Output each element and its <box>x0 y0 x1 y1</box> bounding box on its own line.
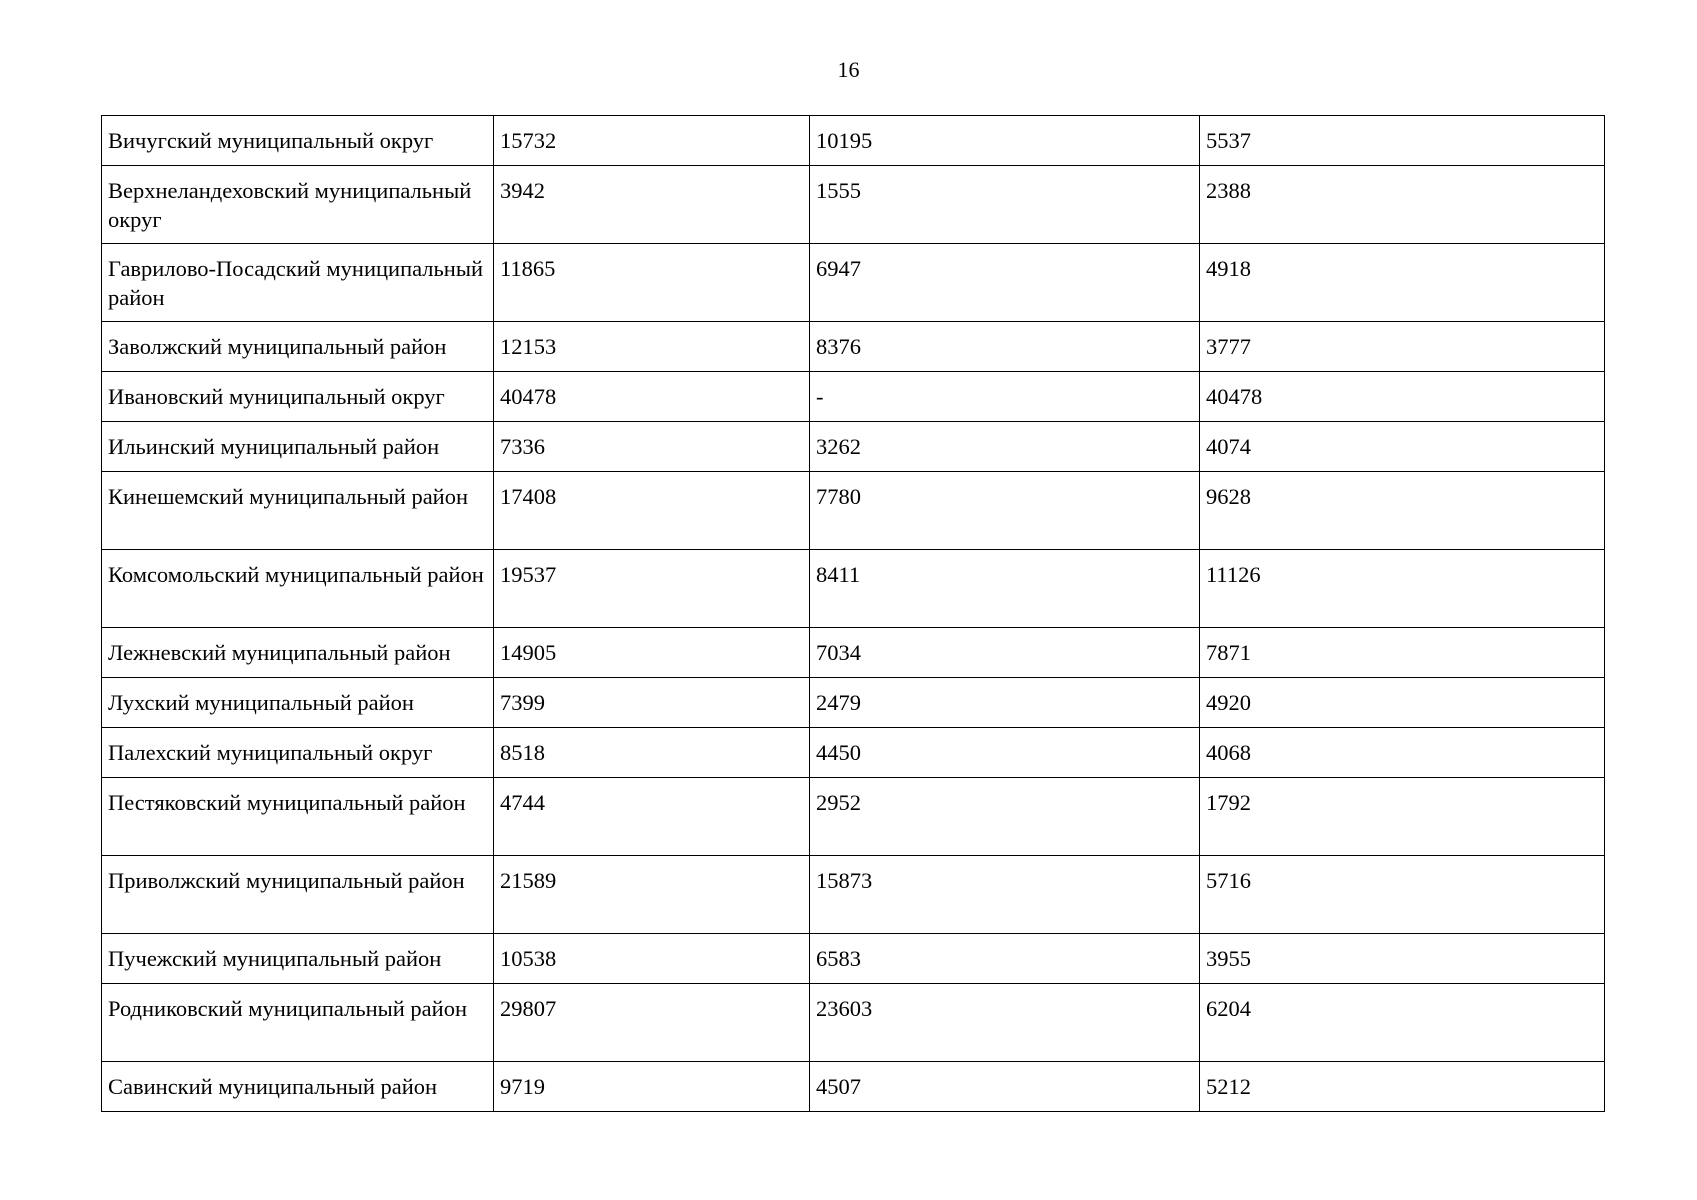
value-cell-1: 15732 <box>494 116 810 166</box>
value-cell-1: 29807 <box>494 984 810 1062</box>
district-name-cell: Родниковский муниципальный район <box>102 984 494 1062</box>
value-cell-2: 7780 <box>810 472 1200 550</box>
value-cell-3: 5212 <box>1200 1062 1605 1112</box>
value-cell-3: 9628 <box>1200 472 1605 550</box>
table-row <box>102 244 1605 322</box>
value-cell-3: 1792 <box>1200 778 1605 856</box>
value-cell-2: 1555 <box>810 166 1200 244</box>
value-cell-2: 6947 <box>810 244 1200 322</box>
value-cell-2: 4507 <box>810 1062 1200 1112</box>
district-name-cell: Кинешемский муниципальный район <box>102 472 494 550</box>
district-name-cell: Вичугский муниципальный округ <box>102 116 494 166</box>
district-name-cell: Лежневский муниципальный район <box>102 628 494 678</box>
table-row <box>102 550 1605 628</box>
table-row <box>102 778 1605 856</box>
district-name-cell: Пестяковский муниципальный район <box>102 778 494 856</box>
table-row <box>102 628 1605 678</box>
district-name-cell: Лухский муниципальный район <box>102 678 494 728</box>
value-cell-2: 8411 <box>810 550 1200 628</box>
value-cell-2: 6583 <box>810 934 1200 984</box>
value-cell-1: 8518 <box>494 728 810 778</box>
value-cell-1: 19537 <box>494 550 810 628</box>
value-cell-2: - <box>810 372 1200 422</box>
value-cell-3: 4074 <box>1200 422 1605 472</box>
value-cell-3: 2388 <box>1200 166 1605 244</box>
table-row <box>102 472 1605 550</box>
district-name-cell: Палехский муниципальный округ <box>102 728 494 778</box>
district-name-cell: Ивановский муниципальный округ <box>102 372 494 422</box>
value-cell-2: 23603 <box>810 984 1200 1062</box>
table-row <box>102 678 1605 728</box>
value-cell-2: 2479 <box>810 678 1200 728</box>
district-name-cell: Комсомольский муниципальный район <box>102 550 494 628</box>
table-row <box>102 934 1605 984</box>
value-cell-3: 4068 <box>1200 728 1605 778</box>
value-cell-3: 4920 <box>1200 678 1605 728</box>
district-name-cell: Приволжский муниципальный район <box>102 856 494 934</box>
value-cell-2: 10195 <box>810 116 1200 166</box>
value-cell-3: 5537 <box>1200 116 1605 166</box>
table-row <box>102 166 1605 244</box>
value-cell-1: 40478 <box>494 372 810 422</box>
value-cell-3: 7871 <box>1200 628 1605 678</box>
value-cell-1: 11865 <box>494 244 810 322</box>
table-row <box>102 422 1605 472</box>
value-cell-1: 7336 <box>494 422 810 472</box>
value-cell-2: 8376 <box>810 322 1200 372</box>
table-row <box>102 322 1605 372</box>
value-cell-3: 3777 <box>1200 322 1605 372</box>
value-cell-2: 15873 <box>810 856 1200 934</box>
value-cell-3: 4918 <box>1200 244 1605 322</box>
value-cell-1: 3942 <box>494 166 810 244</box>
value-cell-3: 3955 <box>1200 934 1605 984</box>
value-cell-2: 3262 <box>810 422 1200 472</box>
district-name-cell: Пучежский муниципальный район <box>102 934 494 984</box>
district-name-cell: Гаврилово-Посадский муниципальный район <box>102 244 494 322</box>
table-row <box>102 1062 1605 1112</box>
value-cell-1: 21589 <box>494 856 810 934</box>
district-name-cell: Заволжский муниципальный район <box>102 322 494 372</box>
table-row <box>102 372 1605 422</box>
table-row <box>102 116 1605 166</box>
value-cell-1: 12153 <box>494 322 810 372</box>
district-name-cell: Савинский муниципальный район <box>102 1062 494 1112</box>
district-name-cell: Верхнеландеховский муниципальный округ <box>102 166 494 244</box>
value-cell-1: 7399 <box>494 678 810 728</box>
value-cell-3: 5716 <box>1200 856 1605 934</box>
district-name-cell: Ильинский муниципальный район <box>102 422 494 472</box>
table-row <box>102 856 1605 934</box>
value-cell-2: 7034 <box>810 628 1200 678</box>
value-cell-1: 14905 <box>494 628 810 678</box>
value-cell-2: 2952 <box>810 778 1200 856</box>
value-cell-2: 4450 <box>810 728 1200 778</box>
value-cell-1: 4744 <box>494 778 810 856</box>
data-table <box>101 115 1605 1112</box>
table-row <box>102 984 1605 1062</box>
page-number: 16 <box>837 57 860 82</box>
table-row <box>102 728 1605 778</box>
value-cell-3: 40478 <box>1200 372 1605 422</box>
value-cell-3: 11126 <box>1200 550 1605 628</box>
value-cell-1: 9719 <box>494 1062 810 1112</box>
value-cell-3: 6204 <box>1200 984 1605 1062</box>
value-cell-1: 17408 <box>494 472 810 550</box>
value-cell-1: 10538 <box>494 934 810 984</box>
